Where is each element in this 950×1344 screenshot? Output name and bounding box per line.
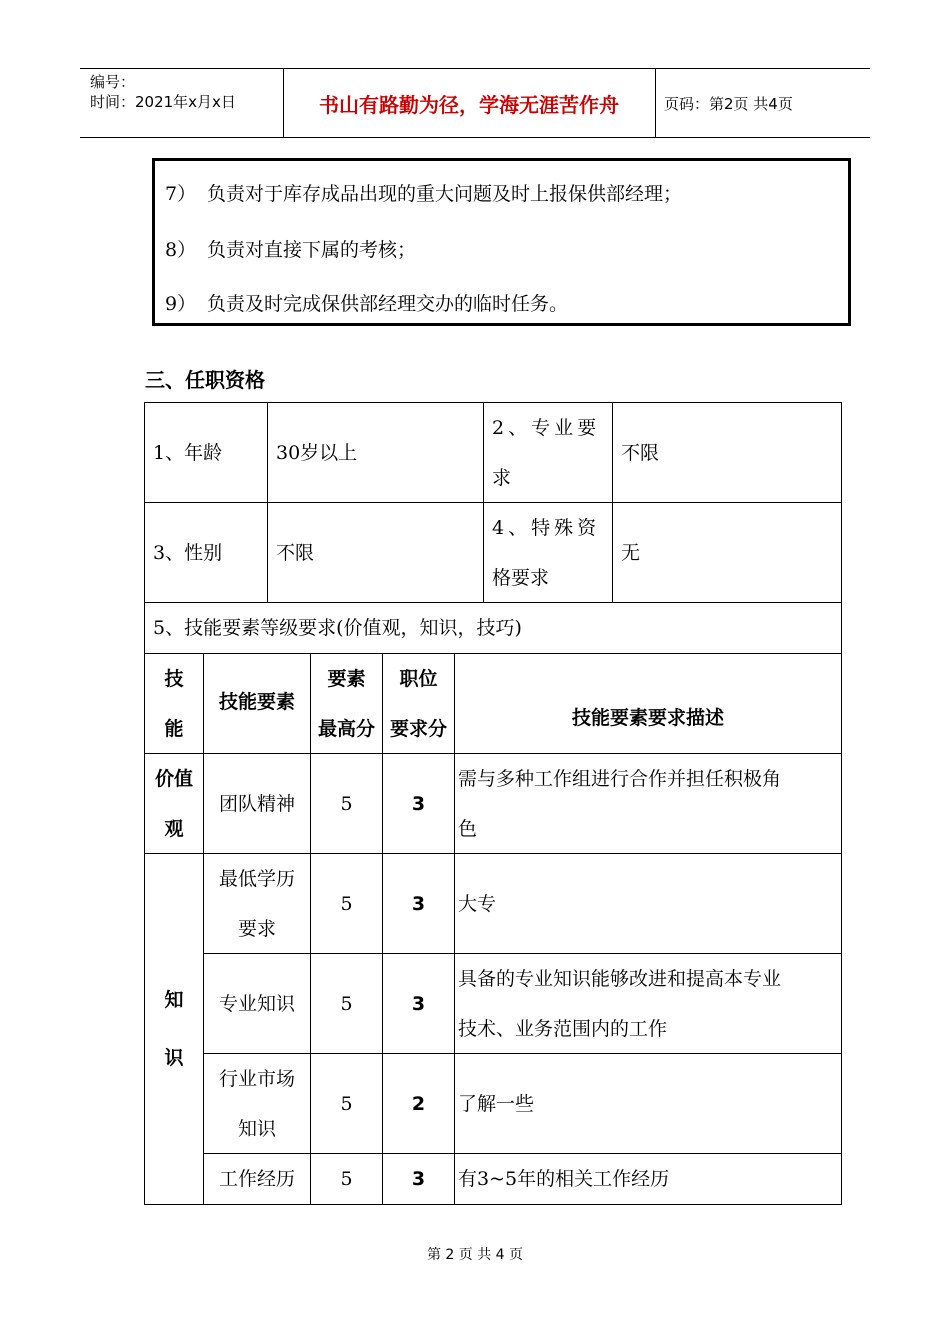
skill-max: 5 [310,1053,383,1154]
skill-required: 3 [382,953,455,1054]
desc-line: 具备的专业知识能够改进和提高本专业 [458,968,782,990]
skill-name [203,753,311,854]
skill-description [454,953,842,1054]
duty-number: 8） [165,239,197,261]
special-label-line1: 4、特殊资 [492,517,601,539]
duty-item [165,235,416,262]
group-text: 识 [164,1047,184,1069]
header-text: 要求分 [389,717,447,740]
desc-line: 有3~5年的相关工作经历 [458,1168,670,1190]
header-meta [80,69,284,137]
skill-description [454,753,842,854]
page-footer: 第 2 页 共 4 页 [426,1247,524,1263]
special-value: 无 [612,502,842,603]
time-label: 时间：2021年x月x日 [90,93,236,111]
skill-name: 工作经历 [203,1153,311,1205]
skills-title: 5、技能要素等级要求(价值观，知识，技巧) [144,602,842,654]
skill-required: 3 [382,1153,455,1205]
desc-line: 技术、业务范围内的工作 [458,1018,668,1040]
duty-number: 7） [165,183,197,205]
skill-name-text: 行业市场 [218,1067,295,1090]
skills-header-element [203,653,311,754]
section-title: 三、任职资格 [145,368,265,392]
age-label: 1、年龄 [144,402,268,503]
group-text: 观 [164,817,184,840]
group-knowledge [144,853,204,1205]
duty-text: 负责对于库存成品出现的重大问题及时上报保供部经理； [207,183,683,205]
skill-name [203,1053,311,1154]
gender-value: 不限 [267,502,484,603]
header-text: 职位 [399,667,438,690]
header-text: 技能要素 [218,690,295,713]
major-value: 不限 [612,402,842,503]
skill-description [454,1153,842,1205]
skills-header-max [310,653,383,754]
desc-line: 大专 [458,893,497,915]
header-text: 能 [164,717,184,740]
group-text: 知 [164,989,184,1011]
header-text: 技 [164,667,184,690]
header-text: 技能要素要求描述 [571,706,724,729]
number-label: 编号： [90,73,136,91]
major-label [483,402,613,503]
skill-name-text: 知识 [237,1117,276,1140]
skill-name [203,953,311,1054]
skills-header-required [382,653,455,754]
skill-required: 2 [382,1053,455,1154]
page-info: 页码：第2页 共4页 [664,94,793,113]
header-text: 最高分 [317,717,375,740]
qualification-table [144,402,842,1205]
header-text: 要素 [327,667,366,690]
duty-text: 负责及时完成保供部经理交办的临时任务。 [207,293,569,315]
duty-text: 负责对直接下属的考核； [207,239,417,261]
skill-name-text: 专业知识 [218,992,295,1015]
skill-max: 5 [310,1153,383,1205]
group-text: 价值 [154,767,193,790]
skill-name [203,853,311,954]
skill-name-text: 要求 [237,917,276,940]
skill-max: 5 [310,753,383,854]
skill-max: 5 [310,853,383,954]
page-header [80,68,870,138]
major-label-line2: 求 [492,467,512,489]
skills-header-category [144,653,204,754]
gender-label: 3、性别 [144,502,268,603]
skill-description [454,853,842,954]
desc-line: 了解一些 [458,1093,535,1115]
special-label-line2: 格要求 [492,567,550,589]
major-label-line1: 2、专业要 [492,417,601,439]
skills-header-description [454,653,842,754]
skill-name-text: 最低学历 [218,867,295,890]
desc-line: 需与多种工作组进行合作并担任积极角 [458,768,782,790]
duty-number: 9） [165,293,197,315]
desc-line: 色 [458,818,478,840]
group-values [144,753,204,854]
duty-item [165,289,568,316]
header-motto-cell [283,69,656,137]
age-value: 30岁以上 [267,402,484,503]
duty-box [152,158,851,326]
duty-item [165,179,682,206]
motto: 书山有路勤为径，学海无涯苦作舟 [319,92,619,117]
skill-required: 3 [382,753,455,854]
special-label [483,502,613,603]
skill-required: 3 [382,853,455,954]
skill-name-text: 团队精神 [218,792,295,815]
skill-description [454,1053,842,1154]
skill-max: 5 [310,953,383,1054]
